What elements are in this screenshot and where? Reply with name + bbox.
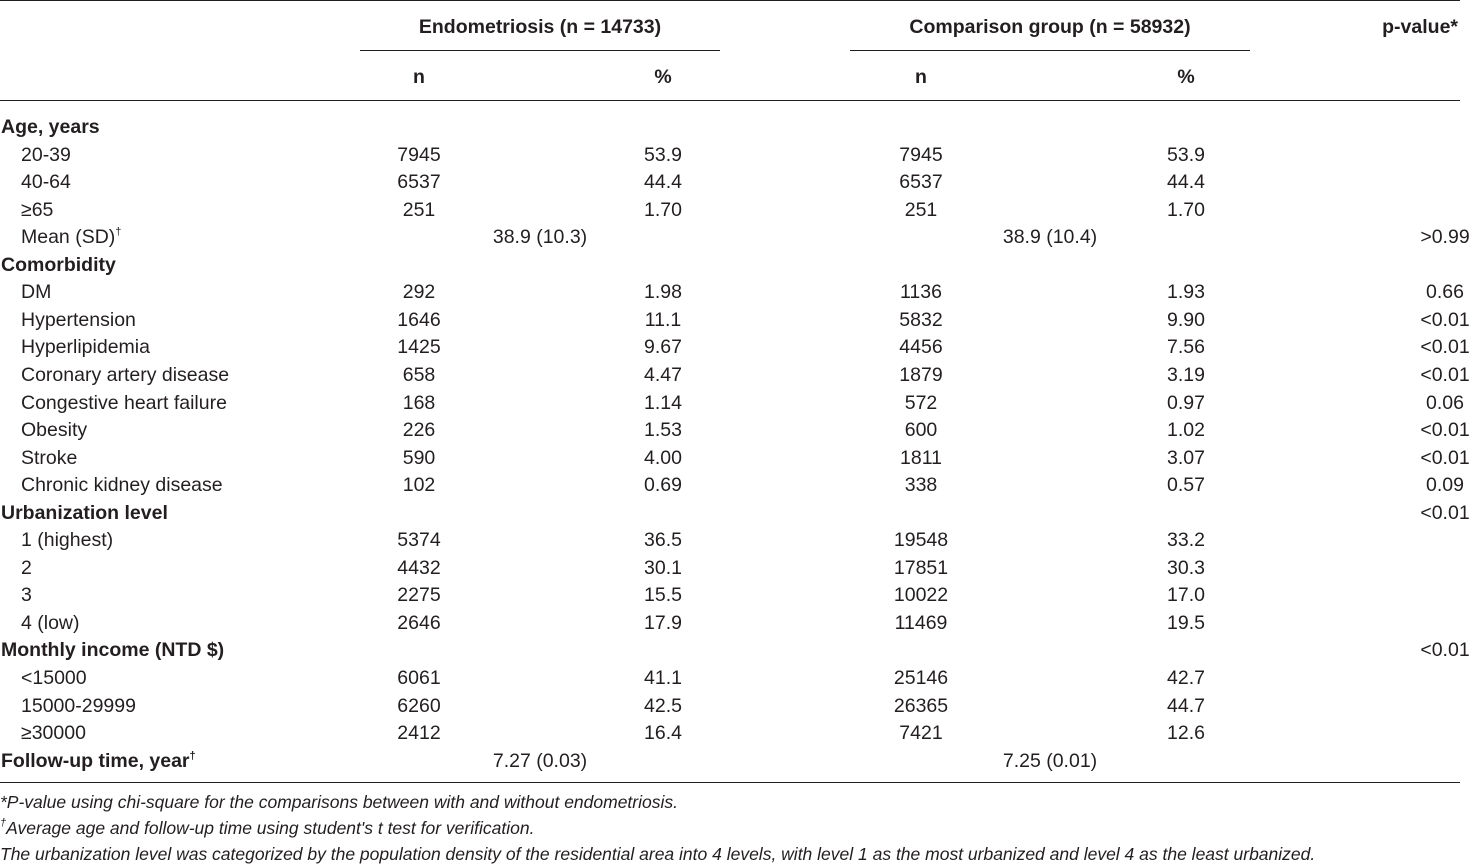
endometriosis-merged-cell: 38.9 (10.3) [492, 226, 588, 248]
comparison-n-cell: 26365 [893, 695, 949, 717]
row-label [21, 669, 87, 689]
row-label-text: ≥65 [21, 199, 54, 221]
row-label [21, 173, 71, 193]
endometriosis-pct-cell: 1.14 [644, 392, 682, 414]
row-label-text: 2 [21, 557, 32, 579]
endometriosis-pct-cell: 0.69 [644, 474, 682, 496]
endometriosis-n-cell: 1425 [397, 336, 441, 358]
comparison-pct-cell: 19.5 [1167, 612, 1205, 634]
row-label [21, 559, 32, 579]
comparison-n-cell: 10022 [893, 584, 949, 606]
comparison-pct-cell: 33.2 [1167, 529, 1205, 551]
endometriosis-pct-cell: 1.98 [644, 281, 682, 303]
pvalue-cell: >0.99 [1420, 226, 1470, 248]
comparison-n-cell: 7945 [899, 144, 943, 166]
comparison-n-cell: 251 [904, 199, 938, 221]
endometriosis-n-cell: 2412 [397, 722, 441, 744]
pvalue-cell: <0.01 [1420, 447, 1470, 469]
comparison-pct-cell: 12.6 [1167, 722, 1205, 744]
pvalue-cell: <0.01 [1420, 419, 1470, 441]
group2-n-header: n [915, 66, 927, 88]
endometriosis-pct-cell: 4.00 [644, 447, 682, 469]
endometriosis-pct-cell: 30.1 [644, 557, 682, 579]
comparison-pct-cell: 0.97 [1167, 392, 1205, 414]
row-label-text: Chronic kidney disease [21, 474, 223, 496]
endometriosis-pct-cell: 16.4 [644, 722, 682, 744]
comparison-pct-cell: 0.57 [1167, 474, 1205, 496]
endometriosis-n-cell: 251 [402, 199, 436, 221]
row-label [21, 311, 136, 331]
section-label [1, 641, 224, 661]
endometriosis-n-cell: 2646 [397, 612, 441, 634]
comparison-n-cell: 1811 [900, 447, 942, 469]
row-label-text: 40-64 [21, 171, 71, 193]
group2-header: Comparison group (n = 58932) [909, 16, 1191, 38]
comparison-n-cell: 7421 [899, 722, 943, 744]
endometriosis-n-cell: 4432 [397, 557, 441, 579]
endometriosis-pct-cell: 36.5 [644, 529, 682, 551]
comparison-merged-cell: 38.9 (10.4) [1002, 226, 1098, 248]
endometriosis-n-cell: 6061 [397, 667, 441, 689]
comparison-pct-cell: 44.7 [1167, 695, 1205, 717]
row-label-text: Comorbidity [1, 254, 116, 276]
row-label-text: Monthly income (NTD $) [1, 639, 225, 661]
endometriosis-pct-cell: 1.53 [644, 419, 682, 441]
row-label-text: Hypertension [21, 309, 136, 331]
row-label [21, 586, 32, 606]
endometriosis-n-cell: 7945 [397, 144, 441, 166]
row-label-text: Obesity [21, 419, 88, 441]
dagger-mark: † [0, 817, 7, 829]
endometriosis-pct-cell: 53.9 [644, 144, 682, 166]
pvalue-cell: <0.01 [1420, 336, 1470, 358]
pvalue-cell: <0.01 [1420, 364, 1470, 386]
row-label [21, 724, 86, 744]
row-label [21, 338, 150, 358]
endometriosis-pct-cell: 9.67 [644, 336, 682, 358]
endometriosis-n-cell: 658 [402, 364, 436, 386]
endometriosis-n-cell: 168 [402, 392, 436, 414]
comparison-n-cell: 17851 [893, 557, 949, 579]
comparison-pct-cell: 3.07 [1167, 447, 1205, 469]
row-label-text: Mean (SD) [21, 226, 116, 248]
comparison-pct-cell: 44.4 [1167, 171, 1205, 193]
endometriosis-pct-cell: 15.5 [644, 584, 682, 606]
comparison-n-cell: 6537 [899, 171, 943, 193]
comparison-n-cell: 1136 [900, 281, 942, 303]
endometriosis-n-cell: 6537 [397, 171, 441, 193]
comparison-n-cell: 338 [904, 474, 938, 496]
row-label-text: Coronary artery disease [21, 364, 230, 386]
comparison-pct-cell: 9.90 [1167, 309, 1205, 331]
pvalue-cell: 0.09 [1426, 474, 1464, 496]
row-label-text: <15000 [21, 667, 87, 689]
comparison-n-cell: 600 [904, 419, 938, 441]
row-label [21, 201, 53, 221]
endometriosis-pct-cell: 11.1 [644, 309, 682, 331]
comparison-n-cell: 11469 [894, 612, 948, 634]
row-label-text: Stroke [21, 447, 78, 469]
row-label [21, 449, 77, 469]
group1-header: Endometriosis (n = 14733) [418, 16, 662, 38]
row-label [21, 531, 113, 551]
row-label [21, 146, 71, 166]
comparison-pct-cell: 3.19 [1167, 364, 1205, 386]
row-label-text: 1 (highest) [21, 529, 114, 551]
footnote-pvalue: *P-value using chi-square for the comparisons between with and without endometriosis. [0, 792, 678, 812]
endometriosis-n-cell: 6260 [397, 695, 441, 717]
row-label [21, 394, 227, 414]
group1-n-header: n [413, 66, 425, 88]
row-label [21, 228, 121, 248]
row-label-text: 20-39 [21, 144, 71, 166]
endometriosis-pct-cell: 42.5 [644, 695, 682, 717]
pvalue-cell: <0.01 [1420, 639, 1470, 661]
group2-pct-header: % [1177, 66, 1195, 88]
endometriosis-pct-cell: 44.4 [644, 171, 682, 193]
endometriosis-n-cell: 292 [402, 281, 436, 303]
row-label [21, 476, 223, 496]
footnote-urbanization: The urbanization level was categorized by the population density of the residential area into 4 levels, with level 1 as the most urbanized and level 4 as the least urbanized. [0, 844, 1316, 864]
row-label [21, 614, 80, 634]
row-label [21, 283, 51, 303]
row-label [21, 697, 136, 717]
endometriosis-pct-cell: 17.9 [644, 612, 682, 634]
row-label-text: Follow-up time, year [1, 750, 190, 772]
row-label-text: 15000-29999 [21, 695, 136, 717]
row-label-text: ≥30000 [21, 722, 86, 744]
row-label-text: 3 [21, 584, 32, 606]
dagger-mark: † [189, 750, 196, 762]
comparison-pct-cell: 1.02 [1167, 419, 1205, 441]
endometriosis-pct-cell: 1.70 [644, 199, 682, 221]
pvalue-cell: <0.01 [1420, 502, 1470, 524]
endometriosis-n-cell: 226 [402, 419, 436, 441]
comparison-n-cell: 19548 [893, 529, 949, 551]
comparison-n-cell: 572 [904, 392, 938, 414]
section-label [1, 752, 196, 772]
pvalue-header: p-value* [1382, 16, 1458, 38]
comparison-n-cell: 4456 [899, 336, 943, 358]
comparison-n-cell: 25146 [893, 667, 949, 689]
footnote-ttest [0, 817, 535, 838]
pvalue-cell: <0.01 [1420, 309, 1470, 331]
row-label-text: DM [21, 281, 52, 303]
row-label-text: Congestive heart failure [21, 392, 227, 414]
comparison-n-cell: 5832 [899, 309, 943, 331]
top-rule [0, 0, 1460, 1]
endometriosis-merged-cell: 7.27 (0.03) [492, 750, 588, 772]
pvalue-cell: 0.66 [1426, 281, 1464, 303]
row-label-text: Hyperlipidemia [21, 336, 150, 358]
row-label [21, 366, 229, 386]
section-label [1, 256, 116, 276]
row-label-text: 4 (low) [21, 612, 80, 634]
row-label [21, 421, 87, 441]
endometriosis-n-cell: 1646 [397, 309, 441, 331]
comparison-pct-cell: 53.9 [1167, 144, 1205, 166]
comparison-pct-cell: 17.0 [1167, 584, 1205, 606]
group2-rule [850, 50, 1250, 51]
row-label-text: Urbanization level [1, 502, 168, 524]
comparison-pct-cell: 1.93 [1167, 281, 1205, 303]
endometriosis-pct-cell: 41.1 [644, 667, 682, 689]
section-label [1, 118, 100, 138]
table-bottom-rule [0, 782, 1460, 783]
endometriosis-n-cell: 590 [402, 447, 436, 469]
endometriosis-pct-cell: 4.47 [644, 364, 682, 386]
group1-rule [360, 50, 720, 51]
comparison-n-cell: 1879 [899, 364, 943, 386]
endometriosis-n-cell: 5374 [397, 529, 441, 551]
footnote-ttest-text: Average age and follow-up time using student's t test for verification. [6, 818, 535, 838]
endometriosis-n-cell: 2275 [397, 584, 441, 606]
row-label-text: Age, years [1, 116, 100, 138]
header-bottom-rule [0, 100, 1460, 101]
section-label [1, 504, 168, 524]
pvalue-cell: 0.06 [1426, 392, 1464, 414]
comparison-pct-cell: 42.7 [1167, 667, 1205, 689]
endometriosis-n-cell: 102 [402, 474, 436, 496]
comparison-merged-cell: 7.25 (0.01) [1002, 750, 1098, 772]
group1-pct-header: % [654, 66, 672, 88]
comparison-pct-cell: 30.3 [1167, 557, 1205, 579]
comparison-pct-cell: 1.70 [1167, 199, 1205, 221]
dagger-mark: † [115, 226, 122, 238]
comparison-pct-cell: 7.56 [1167, 336, 1205, 358]
